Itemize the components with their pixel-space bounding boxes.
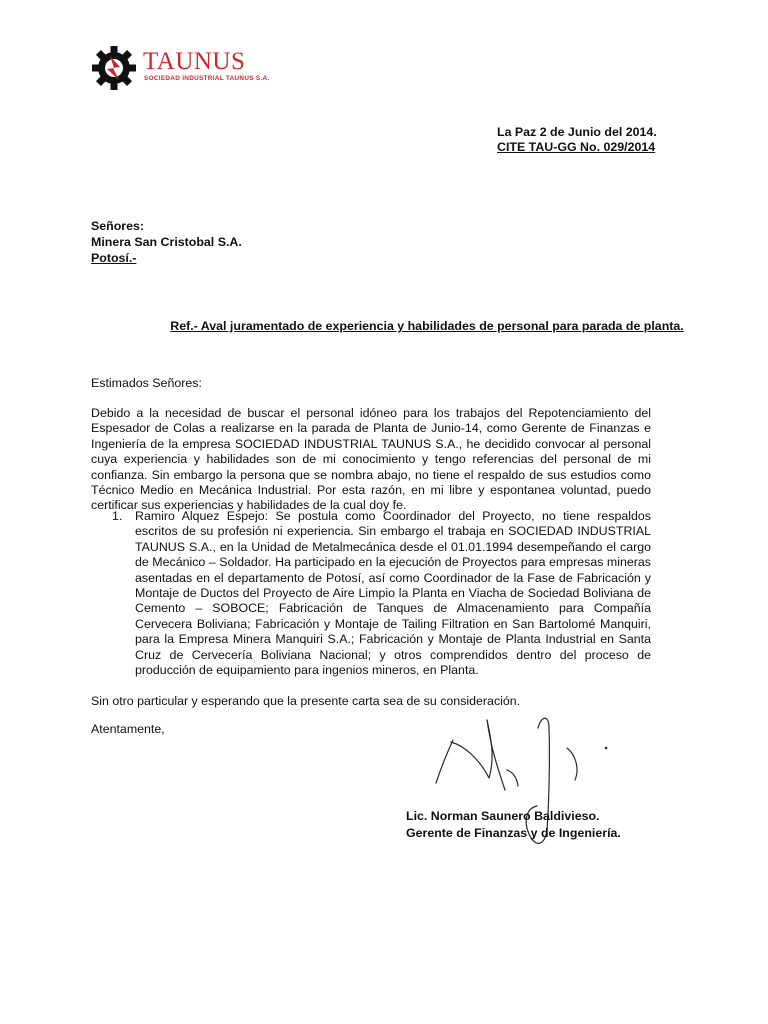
signer-block: [406, 808, 621, 842]
reference-line: [0, 319, 768, 333]
greeting: Estimados Señores:: [91, 376, 202, 390]
signer-title: Gerente de Finanzas y de Ingeniería.: [406, 826, 621, 840]
regards: Atentamente,: [91, 722, 165, 736]
company-subtitle: SOCIEDAD INDUSTRIAL TAUNUS S.A.: [144, 75, 270, 82]
list-item-text: Ramiro Alquez Espejo: Se postula como Coordinador del Proyecto, no tiene respaldos escritos de su profesión ni experiencia. Sin embargo el trabaja en SOCIEDAD INDUSTRIAL TAUNUS S.A., en la Unidad de Metalmecánica desde el 01.01.1994 desempeñando el cargo de Mecánico – Soldador. Ha participado en la ejecución de Proyectos para empresas mineras asentadas en el departamento de Potosí, así como Coordinador de la Fase de Fabricación y Montaje de Ductos del Proyecto de Aire Limpio la Planta en Viacha de Sociedad Boliviana de Cemento – SOBOCE; Fabricación de Tanques de Almacenamiento para Compañía Cervecera Boliviana; Fabricación y Montaje de Tailing Filtration en San Bartolomé Manquiri, para la Empresa Minera Manquiri S.A.; Fabricación y Montaje de Planta Industrial en Santa Cruz de Cervecería Boliviana Nacional; y otros comprendidos dentro del proceso de producción de equipamiento para ingenios mineros, en Planta.: [135, 509, 651, 678]
company-name: TAUNUS: [143, 48, 246, 75]
signer-name: Lic. Norman Saunero Baldivieso.: [406, 809, 600, 823]
cite-number: CITE TAU-GG No. 029/2014: [497, 140, 656, 154]
closing-paragraph: Sin otro particular y esperando que la presente carta sea de su consideración.: [91, 694, 521, 708]
addressee-city: Potosí.-: [91, 251, 137, 265]
addressee-block: [91, 218, 242, 266]
date-block: [497, 125, 657, 155]
addressee-company: Minera San Cristobal S.A.: [91, 235, 242, 249]
list-item-number: 1.: [112, 509, 123, 523]
gear-logo-icon: [90, 44, 138, 92]
addressee-salutation: Señores:: [91, 219, 145, 233]
letter-date: La Paz 2 de Junio del 2014.: [497, 125, 657, 139]
body-paragraph: Debido a la necesidad de buscar el personal idóneo para los trabajos del Repotenciamiento del Espesador de Colas a realizarse en la parada de Planta de Junio-14, como Gerente de Finanzas e Ingeniería de la empresa SOCIEDAD INDUSTRIAL TAUNUS S.A., he decidido convocar al personal cuya experiencia y habilidades son de mi conocimiento y tengo referencias del personal de mi confianza. Sin embargo la persona que se nombra abajo, no tiene el respaldo de sus estudios como Técnico Medio en Mecánica Industrial. Por esta razón, en mi libre y espontanea voluntad, puedo certificar sus experiencias y habilidades de la cual doy fe.: [91, 406, 651, 513]
reference-text: Ref.- Aval juramentado de experiencia y habilidades de personal para parada de planta.: [170, 319, 684, 333]
company-logo: [90, 44, 270, 90]
list-item: [112, 509, 651, 678]
